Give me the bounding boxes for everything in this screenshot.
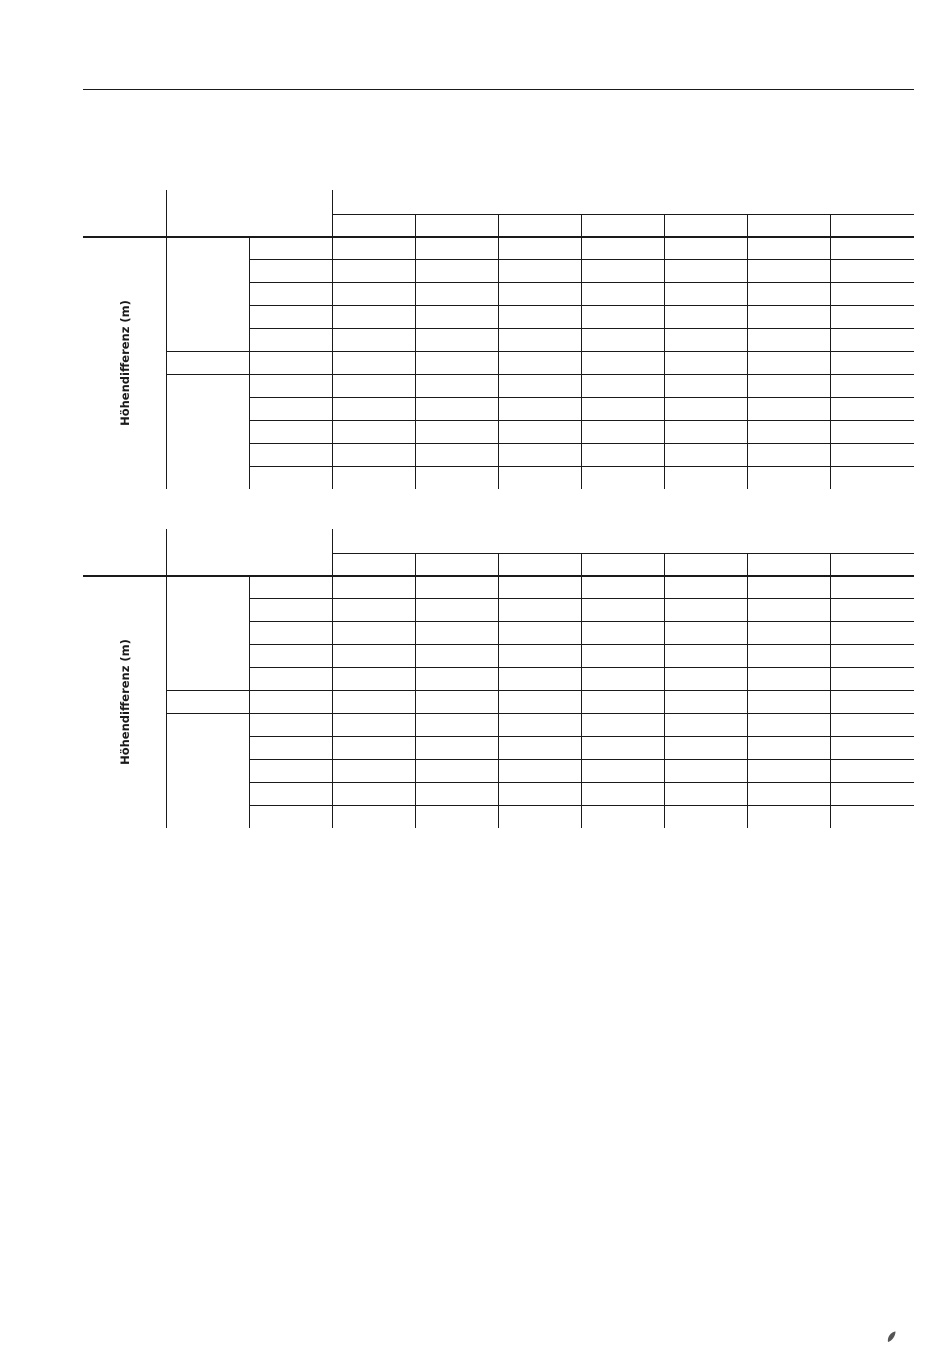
header-rule [83,89,914,90]
table-row-rule [249,782,914,783]
table-row-rule [249,759,914,760]
table-row-rule [166,374,914,375]
table-row-rule [166,351,914,352]
elevation-table-1 [83,190,914,490]
table-row-rule [249,397,914,398]
table-row-rule [249,466,914,467]
table-row-rule [249,328,914,329]
table-row-rule [249,644,914,645]
label-column-divider [166,529,167,828]
table-row-rule [249,621,914,622]
table-row-rule [249,420,914,421]
header-subrule [332,553,914,554]
table-row-rule [249,736,914,737]
label-column-divider [166,190,167,489]
table-row-rule [249,443,914,444]
header-subrule [332,214,914,215]
leaf-icon [887,1328,896,1340]
table-row-rule [249,667,914,668]
value-column-divider [332,529,333,828]
table-row-rule [249,598,914,599]
row-axis-label: Höhendifferenz (m) [118,300,132,426]
table-row-rule [166,690,914,691]
table-row-rule [166,713,914,714]
elevation-table-2 [83,529,914,829]
sublabel-column-divider [249,575,250,828]
row-axis-label: Höhendifferenz (m) [118,639,132,765]
table-row-rule [249,805,914,806]
value-column-divider [332,190,333,489]
table-row-rule [249,259,914,260]
table-row-rule [249,305,914,306]
table-row-rule [249,282,914,283]
sublabel-column-divider [249,236,250,489]
